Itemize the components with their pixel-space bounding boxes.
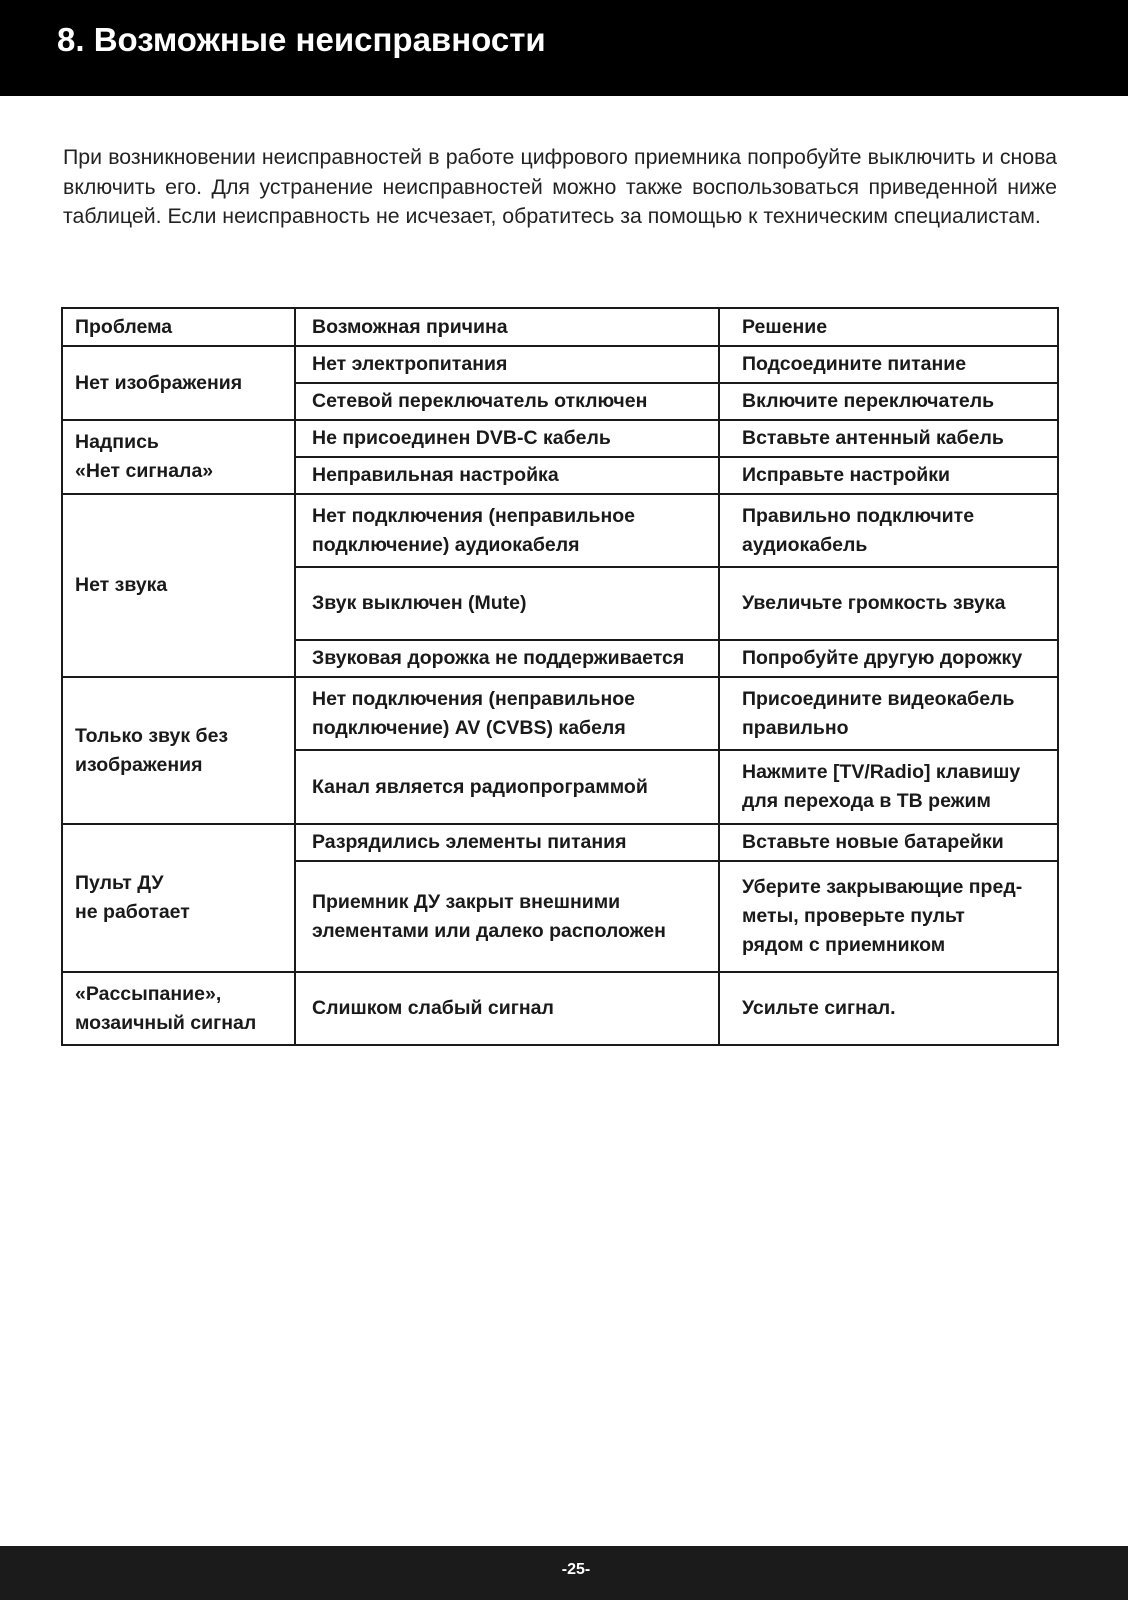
cause-cell: Разрядились элементы питания (295, 824, 719, 861)
troubleshooting-table (61, 307, 1059, 1046)
column-header-solution: Решение (719, 308, 1058, 346)
cause-cell: Нет электропитания (295, 346, 719, 383)
footer-bar (0, 1546, 1128, 1600)
cause-cell: Звуковая дорожка не поддерживается (295, 640, 719, 677)
table-row (62, 824, 1058, 861)
cause-cell: Не присоединен DVB-C кабель (295, 420, 719, 457)
solution-cell: Подсоедините питание (719, 346, 1058, 383)
solution-cell: Правильно подключите аудиокабель (719, 494, 1058, 567)
intro-paragraph: При возникновении неисправностей в работе цифрового приемника попробуйте выключить и снова включить его. Для устранение неисправностей можно также воспользоваться приведенной ниже таблицей. Если неисправность не исчезает, обратитесь за помощью к техническим специалистам. (63, 145, 1057, 228)
page-title: 8. Возможные неисправности (57, 21, 546, 58)
solution-cell: Попробуйте другую дорожку (719, 640, 1058, 677)
table-row (62, 972, 1058, 1045)
cause-cell: Нет подключения (неправильное подключение) аудиокабеля (295, 494, 719, 567)
cause-cell: Слишком слабый сигнал (295, 972, 719, 1045)
column-header-problem: Проблема (62, 308, 295, 346)
solution-cell: Вставьте антенный кабель (719, 420, 1058, 457)
solution-cell: Присоедините видеокабель правильно (719, 677, 1058, 750)
solution-cell: Нажмите [TV/Radio] клавишу для перехода в ТВ режим (719, 750, 1058, 824)
cause-cell: Приемник ДУ закрыт внешними элементами или далеко расположен (295, 861, 719, 972)
table-row (62, 420, 1058, 457)
solution-cell: Усильте сигнал. (719, 972, 1058, 1045)
problem-cell: Нет звука (62, 494, 295, 677)
header-bar (0, 0, 1128, 96)
page-number: -25- (561, 1561, 591, 1578)
cause-cell: Нет подключения (неправильное подключение) AV (CVBS) кабеля (295, 677, 719, 750)
problem-cell: Пульт ДУ не работает (62, 824, 295, 972)
cause-cell: Звук выключен (Mute) (295, 567, 719, 640)
solution-cell: Увеличьте громкость звука (719, 567, 1058, 640)
solution-cell: Включите переключатель (719, 383, 1058, 420)
problem-cell: «Рассыпание», мозаичный сигнал (62, 972, 295, 1045)
table-row (62, 494, 1058, 567)
cause-cell: Неправильная настройка (295, 457, 719, 494)
problem-cell: Нет изображения (62, 346, 295, 420)
problem-cell: Только звук без изображения (62, 677, 295, 824)
solution-cell: Уберите закрывающие пред- меты, проверьте пульт рядом с приемником (719, 861, 1058, 972)
solution-cell: Исправьте настройки (719, 457, 1058, 494)
cause-cell: Сетевой переключатель отключен (295, 383, 719, 420)
solution-cell: Вставьте новые батарейки (719, 824, 1058, 861)
table-row (62, 677, 1058, 750)
column-header-cause: Возможная причина (295, 308, 719, 346)
table-header-row (62, 308, 1058, 346)
cause-cell: Канал является радиопрограммой (295, 750, 719, 824)
problem-cell: Надпись «Нет сигнала» (62, 420, 295, 494)
table-row (62, 346, 1058, 383)
